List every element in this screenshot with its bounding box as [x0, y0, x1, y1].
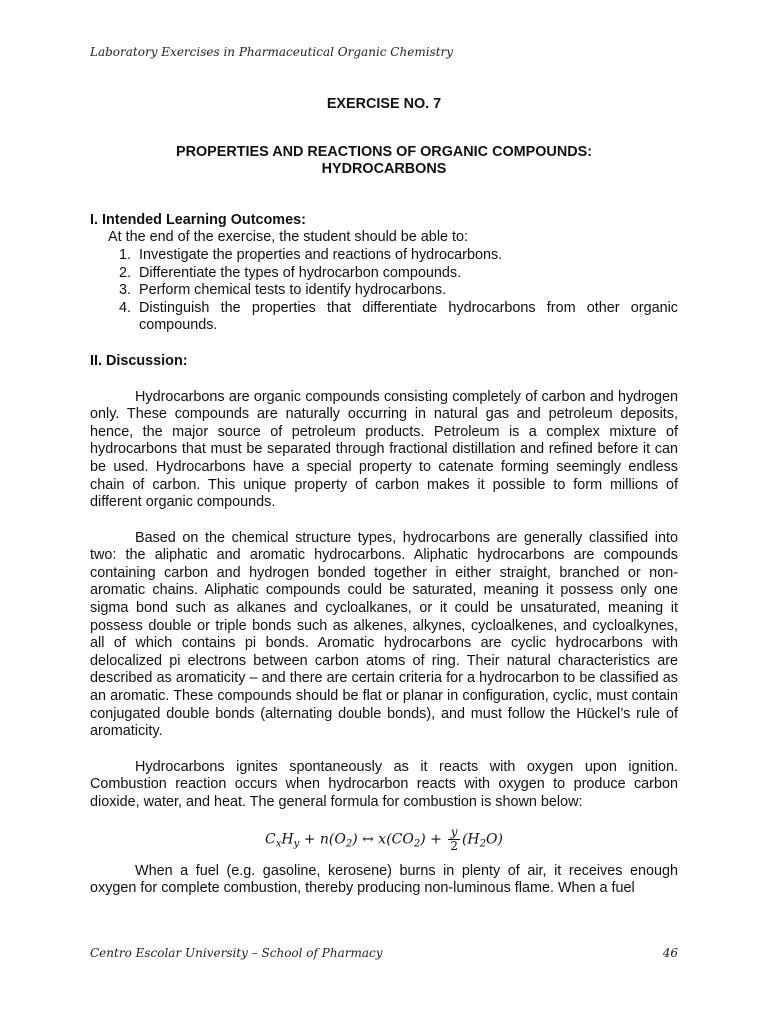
exercise-title-line1: PROPERTIES AND REACTIONS OF ORGANIC COMPOUNDS: [175, 143, 592, 160]
discussion-paragraph: Hydrocarbons are organic compounds consisting completely of carbon and hydrogen only. These compounds are naturally occurring in natural gas and petroleum deposits, hence, the major source of petroleum products. Petroleum is a complex mixture of hydrocarbons that must be separated through fractional distillation and refined before it can be used. Hydrocarbons have a special property to catenate forming seemingly endless chain of carbon. This unique property of carbon makes it possible to form millions of different organic compounds. [90, 388, 678, 511]
section-heading-discussion: II. Discussion: [90, 352, 188, 369]
list-item: 3. Perform chemical tests to identify hydrocarbons. [135, 282, 678, 300]
combustion-formula: $C_xH_y + n(O_2)$ ↔ $x(CO_2)$ + $\frac{y}{2}$ $(H_2O)$ [265, 824, 503, 853]
discussion-paragraph: Based on the chemical structure types, hydrocarbons are generally classified into two: the aliphatic and aromatic hydrocarbons. Aliphatic hydrocarbons are compounds containing carbon and hydrogen bonded together in either straight, branched or non-aromatic chains. Aliphatic compounds could be saturated, meaning it possess only one sigma bond such as alkanes and cycloalkanes, or it could be unsaturated, meaning it possess double or triple bonds such as alkenes, alkynes, cycloalkenes, and cycloalkynes, all of which contains pi bonds. Aromatic hydrocarbons are cyclic hydrocarbons with delocalized pi electrons between carbon atoms of ring. Their natural characteristics are described as aromaticity – and there are certain criteria for a hydrocarbon to be classified as an aromatic. These compounds should be flat or planar in configuration, cyclic, must contain conjugated double bonds (alternating double bonds), and must follow the Hückel’s rule of aromaticity. [90, 529, 678, 740]
list-item: 2. Differentiate the types of hydrocarbon compounds. [135, 265, 678, 283]
formula-fraction: $\frac{y}{2}$ [450, 824, 458, 853]
discussion-paragraph: When a fuel (e.g. gasoline, kerosene) burns in plenty of air, it receives enough oxygen for complete combustion, thereby producing non-luminous flame. When a fuel [90, 862, 678, 897]
page-number: 46 [662, 946, 678, 960]
page-footer [90, 946, 678, 960]
running-header: Laboratory Exercises in Pharmaceutical Organic Chemistry [90, 45, 454, 59]
outcomes-list [90, 247, 678, 335]
list-item: 4. Distinguish the properties that differentiate hydrocarbons from other organic compounds. [135, 300, 678, 335]
exercise-title-line2: HYDROCARBONS [321, 161, 447, 178]
page-content [90, 96, 678, 898]
footer-institution: Centro Escolar University – School of Pharmacy [90, 946, 383, 960]
discussion-paragraph: Hydrocarbons ignites spontaneously as it reacts with oxygen upon ignition. Combustion reaction occurs when hydrocarbon reacts with oxygen to produce carbon dioxide, water, and heat. The general formula for combustion is shown below: [90, 758, 678, 810]
section-heading-outcomes: I. Intended Learning Outcomes: [90, 211, 306, 228]
list-item: 1. Investigate the properties and reactions of hydrocarbons. [135, 247, 678, 265]
outcomes-intro: At the end of the exercise, the student should be able to: [108, 229, 469, 246]
exercise-number: EXERCISE NO. 7 [326, 96, 442, 112]
